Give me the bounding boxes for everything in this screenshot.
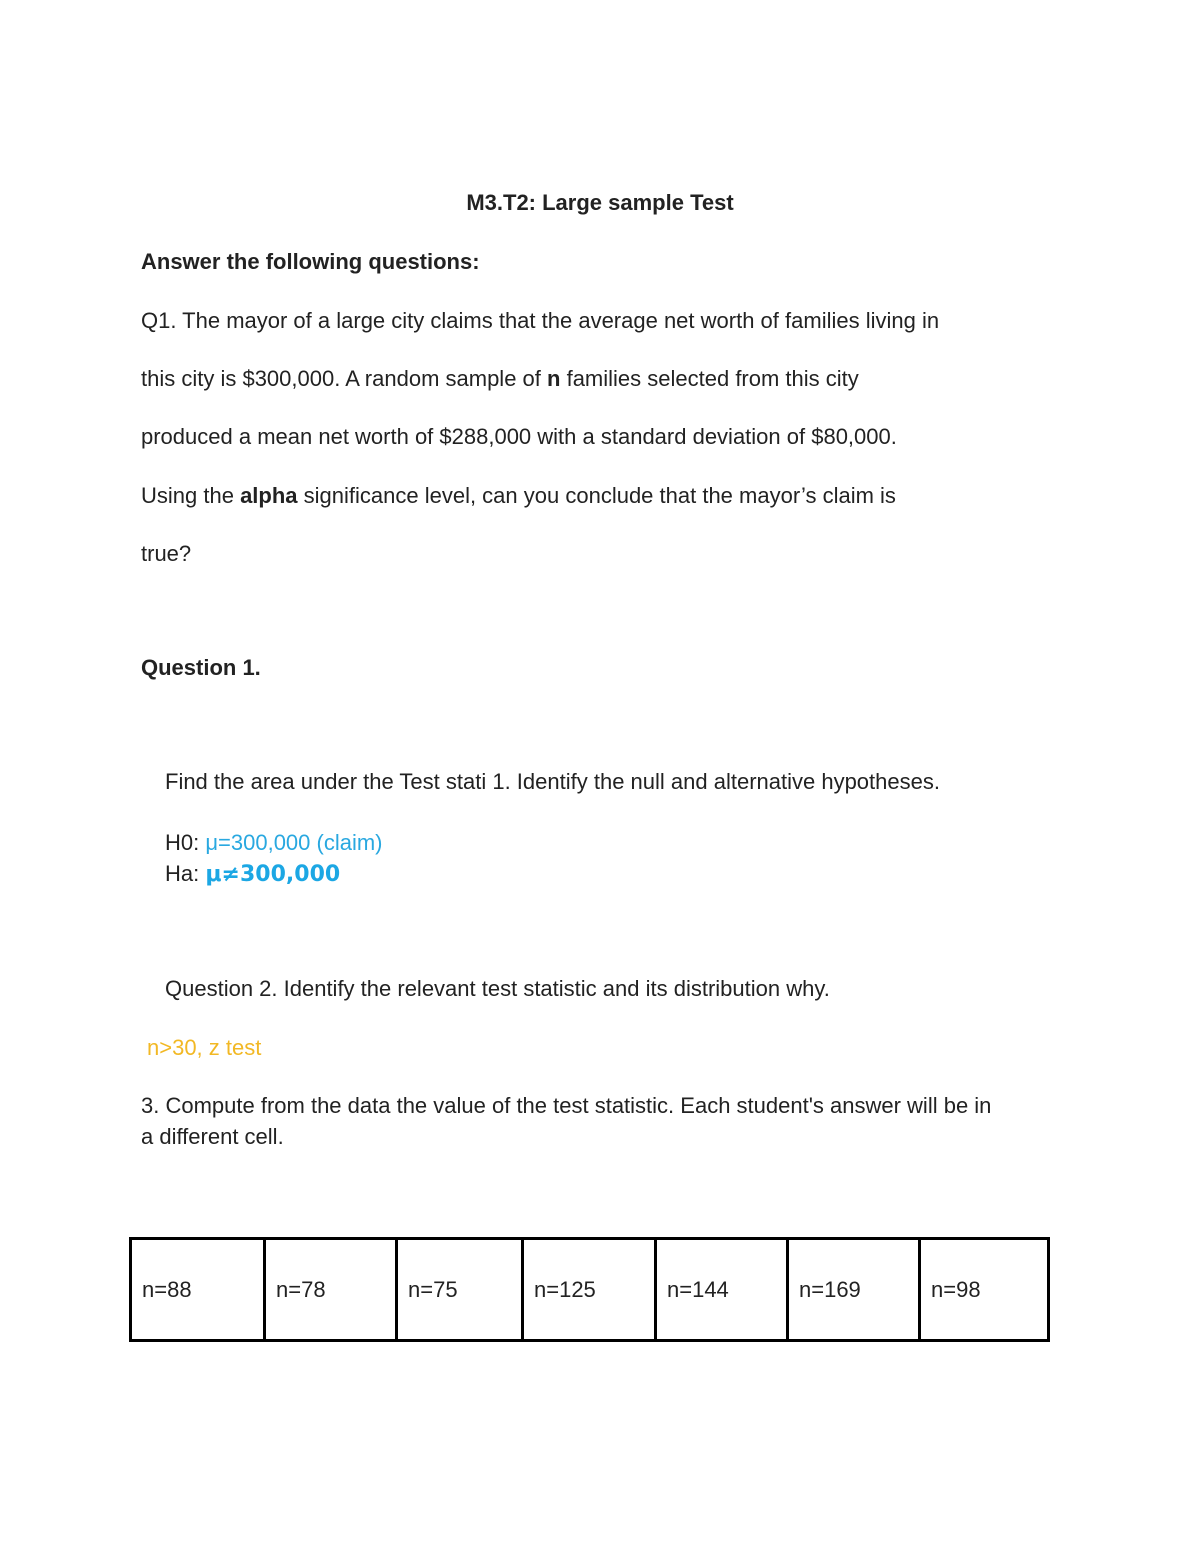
null-hypothesis-label: H0: <box>165 830 206 855</box>
question2-prompt: Question 2. Identify the relevant test statistic and its distribution why. <box>165 976 830 1001</box>
question1-heading: Question 1. <box>141 655 261 680</box>
table-cell: n=125 <box>523 1239 656 1341</box>
table-cell: n=75 <box>397 1239 523 1341</box>
table-row <box>131 1239 1049 1341</box>
alternative-hypothesis <box>165 861 340 888</box>
sample-size-variable: n <box>547 366 561 391</box>
alpha-variable: alpha <box>240 483 298 508</box>
table-cell: n=169 <box>788 1239 920 1341</box>
alternative-hypothesis-label: Ha: <box>165 861 206 886</box>
q1-line-1: Q1. The mayor of a large city claims that the average net worth of families living in <box>141 308 940 333</box>
q1-line-2-text-end: families selected from this city <box>560 366 859 391</box>
question3-line-1: 3. Compute from the data the value of the test statistic. Each student's answer will be in <box>141 1093 992 1118</box>
question2-answer: n>30, z test <box>147 1035 262 1060</box>
table-cell: n=98 <box>920 1239 1049 1341</box>
q1-line-5: true? <box>141 541 192 566</box>
table-cell: n=78 <box>265 1239 397 1341</box>
sample-size-table <box>129 1237 1050 1342</box>
page-title: M3.T2: Large sample Test <box>466 190 734 215</box>
q1-line-4 <box>141 483 896 509</box>
q1-line-3: produced a mean net worth of $288,000 with a standard deviation of $80,000. <box>141 424 897 449</box>
q1-line-2 <box>141 366 859 392</box>
q1-line-4-text-end: significance level, can you conclude that the mayor’s claim is <box>297 483 896 508</box>
null-hypothesis <box>165 830 383 856</box>
question3-line-2: a different cell. <box>141 1124 284 1149</box>
table-cell: n=144 <box>656 1239 788 1341</box>
q1-line-4-text: Using the <box>141 483 241 508</box>
q1-line-2-text: this city is $300,000. A random sample of <box>141 366 548 391</box>
hypotheses-prompt: Find the area under the Test stati 1. Identify the null and alternative hypotheses. <box>165 769 940 794</box>
null-hypothesis-value: μ=300,000 (claim) <box>205 830 383 855</box>
table-cell: n=88 <box>131 1239 265 1341</box>
alternative-hypothesis-value: μ≠300,000 <box>205 862 341 887</box>
instructions-heading: Answer the following questions: <box>141 249 480 274</box>
